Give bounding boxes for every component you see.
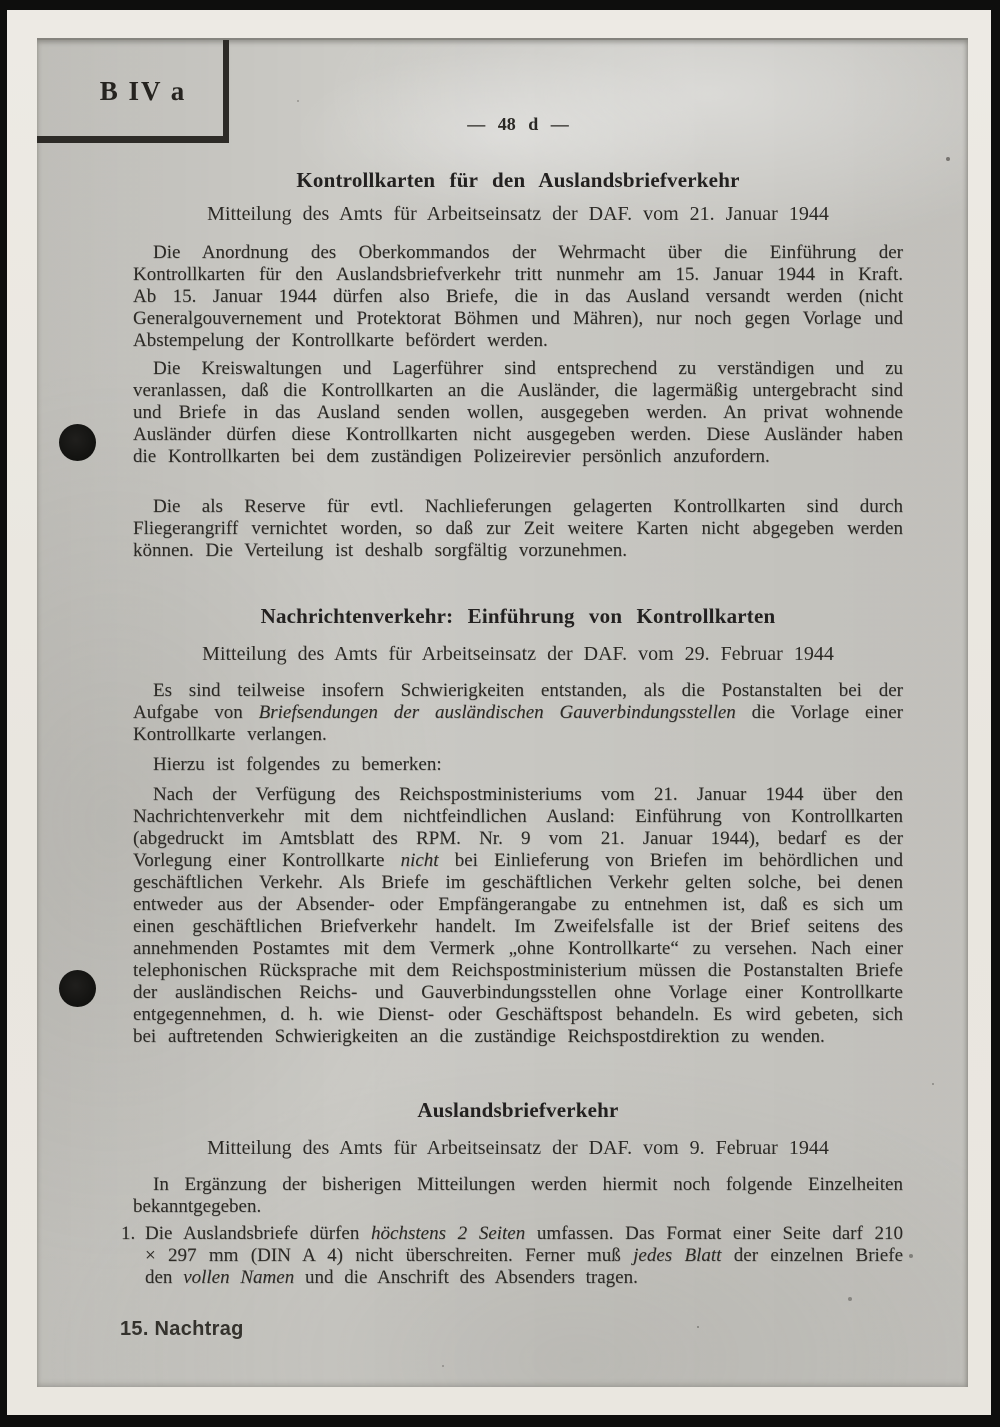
text-segment: der einzelnen Briefe den [145, 1245, 903, 1288]
scan-speckles [37, 40, 39, 42]
text-segment: Es sind teilweise insofern Schwierigkeiten entstanden, als die Postanstalten bei der Aufgabe von [133, 680, 903, 723]
emphasis-text: nicht [400, 850, 439, 871]
emphasis-text: vollen Namen [183, 1267, 295, 1288]
text-segment: bei Einlieferung von Briefen im behördlichen und geschäftlichen Verkehr. Als Briefe im geschäftlichen Verkehr gelten solche, bei denen entweder aus der Absender- oder Empfängerangabe zu entnehmen ist, daß es sich um einen geschäftlichen Briefverkehr handelt. Im Zweifelsfalle ist der Brief seitens des annehmenden Postamtes mit dem Vermerk „ohne Kontrollkarte“ zu versehen. Nach einer telephonischen Rücksprache mit dem Reichspostministerium müssen die Postanstalten Briefe der ausländischen Reichs- und Gauverbindungsstellen ohne Vorlage einer Kontrollkarte entgegennehmen, d. h. wie Dienst- oder Geschäftspost behandeln. Es wird gebeten, sich bei auftretenden Schwierigkeiten an die zuständige Reichspostdirektion zu wenden. [133, 850, 904, 1047]
section3-paragraph-1: In Ergänzung der bisherigen Mitteilungen werden hiermit noch folgende Einzelheiten bekanntgegeben. [133, 1174, 903, 1217]
list-item-text [145, 1223, 903, 1289]
page-number: — 48 d — [467, 114, 569, 134]
section2-title: Nachrichtenverkehr: Einführung von Kontrollkarten [260, 604, 776, 628]
emphasis-text: Briefsendungen der ausländischen Gauverbindungsstellen [258, 702, 736, 723]
section2-paragraph-1 [133, 680, 903, 746]
text-segment: die Vorlage einer Kontrollkarte verlangen. [133, 702, 903, 745]
text-segment: umfassen. Das Format einer Seite darf 210 × 297 mm (DIN A 4) nicht überschreiten. Ferner muß [145, 1223, 903, 1266]
emphasis-text: höchstens 2 Seiten [371, 1223, 526, 1244]
section1-paragraph-3: Die als Reserve für evtl. Nachlieferungen gelagerten Kontrollkarten sind durch Fliegerangriff vernichtet worden, so daß zur Zeit weitere Karten nicht abgegeben werden können. Die Verteilung ist deshalb sorgfältig vorzunehmen. [133, 496, 903, 561]
section1-subtitle: Mitteilung des Amts für Arbeitseinsatz der DAF. vom 21. Januar 1944 [207, 203, 829, 225]
emphasis-text: jedes Blatt [633, 1245, 722, 1266]
text-segment: und die Anschrift des Absenders tragen. [294, 1267, 638, 1288]
hole-punch-bottom [59, 970, 96, 1007]
section3-title: Auslandsbriefverkehr [417, 1098, 619, 1122]
list-item-1 [121, 1223, 903, 1289]
text-segment: Die Auslandsbriefe dürfen [145, 1223, 372, 1244]
section2-paragraph-3 [133, 784, 903, 1048]
section1-paragraph-1: Die Anordnung des Oberkommandos der Wehrmacht über die Einführung der Kontrollkarten für den Auslandsbriefverkehr tritt nunmehr am 15. Januar 1944 in Kraft. Ab 15. Januar 1944 dürfen also Briefe, die in das Ausland versandt werden (nicht Generalgouvernement und Protektorat Böhmen und Mähren), nur noch gegen Vorlage und Abstempelung der Kontrollkarte befördert werden. [133, 242, 903, 351]
text-segment: Nach der Verfügung des Reichspostministeriums vom 21. Januar 1944 über den Nachrichtenverkehr mit dem nichtfeindlichen Ausland: Einführung von Kontrollkarten (abgedruckt im Amtsblatt des RPM. Nr. 9 vom 21. Januar 1944), bedarf es der Vorlegung einer Kontrollkarte [133, 784, 903, 871]
hole-punch-top [59, 424, 96, 461]
section2-subtitle: Mitteilung des Amts für Arbeitseinsatz der DAF. vom 29. Februar 1944 [202, 643, 834, 665]
section2-paragraph-2: Hierzu ist folgendes zu bemerken: [153, 754, 442, 775]
section3-subtitle: Mitteilung des Amts für Arbeitseinsatz der DAF. vom 9. Februar 1944 [207, 1137, 829, 1159]
document-page [37, 38, 968, 1387]
section1-title: Kontrollkarten für den Auslandsbriefverkehr [296, 168, 740, 192]
footer-label: 15. Nachtrag [120, 1318, 244, 1340]
list-item-number: 1. [121, 1223, 136, 1244]
scan-mat [7, 10, 991, 1415]
classification-label: B IV a [99, 75, 187, 106]
section1-paragraph-2: Die Kreiswaltungen und Lagerführer sind entsprechend zu verständigen und zu veranlassen, daß die Kontrollkarten an die Ausländer, die lagermäßig untergebracht sind und Briefe in das Ausland senden wollen, ausgegeben werden. An privat wohnende Ausländer dürfen diese Kontrollkarten nicht ausgegeben werden. Diese Ausländer haben die Kontrollkarten bei dem zuständigen Polizeirevier persönlich anzufordern. [133, 358, 903, 467]
